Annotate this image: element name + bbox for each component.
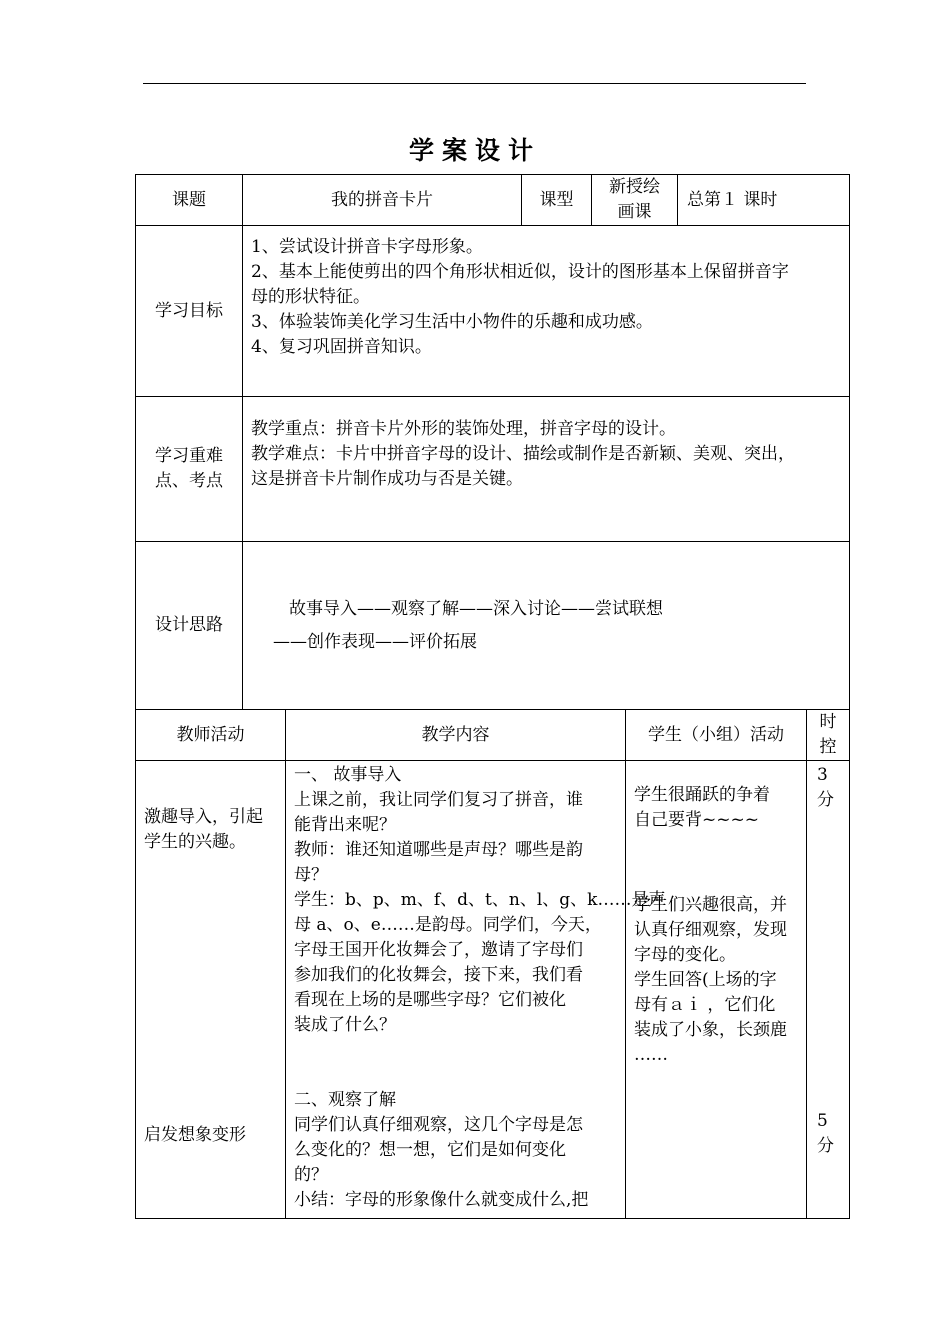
student-line: ……: [634, 1045, 668, 1065]
content-line: 装成了什么？: [294, 1015, 396, 1035]
time-header-line-1: 时: [819, 712, 837, 732]
content-cell: [286, 761, 666, 1219]
difficulty-line: 这是拼音卡片制作成功与否是关键。: [251, 469, 523, 489]
content-line: 教师：谁还知道哪些是声母？哪些是韵: [294, 840, 583, 860]
content-line: 学生：b、p、m、f、d、t、n、l、g、k……是声: [294, 890, 666, 910]
difficulty-line: 教学难点：卡片中拼音字母的设计、描绘或制作是否新颖、美观、突出，: [251, 444, 795, 464]
student-activity-header: 学生（小组）活动: [626, 710, 807, 761]
content-line: 的？: [294, 1165, 328, 1185]
student-line: 认真仔细观察，发现: [634, 920, 787, 940]
header-rule: [143, 83, 806, 84]
plan-info-table: [135, 174, 850, 710]
topic-value: 我的拼音卡片: [243, 175, 522, 226]
goal-line: 2、基本上能使剪出的四个角形状相近似，设计的图形基本上保留拼音字: [251, 262, 789, 282]
activity-header-row: [136, 710, 850, 761]
student-line: 装成了小象，长颈鹿: [634, 1020, 787, 1040]
student-line: 母有ａｉ ，它们化: [634, 995, 776, 1015]
time-1-unit: 分: [817, 790, 834, 810]
activity-body-row: [136, 761, 850, 1219]
content-line: 一、 故事导入: [294, 765, 402, 785]
design-content: [243, 542, 850, 710]
time-2-unit: 分: [817, 1136, 834, 1156]
time-1-value: 3: [817, 765, 828, 785]
teacher-activity-1-line-1: 激趣导入，引起: [144, 807, 263, 827]
difficulty-line: 教学重点：拼音卡片外形的装饰处理，拼音字母的设计。: [251, 419, 676, 439]
activity-table: [135, 709, 850, 1219]
teacher-activity-cell: [136, 761, 286, 1219]
student-line: 学生们兴趣很高，并: [634, 895, 787, 915]
goals-row: [136, 226, 850, 397]
goal-line: 4、复习巩固拼音知识。: [251, 337, 432, 357]
time-cell: [807, 761, 850, 1219]
difficulty-label-line-2: 点、考点: [155, 471, 223, 491]
type-label: 课型: [522, 175, 592, 226]
student-line: 自己要背~~~~: [634, 810, 759, 830]
content-header: 教学内容: [286, 710, 626, 761]
student-activity-cell: [626, 761, 807, 1219]
type-value-line-2: 画课: [617, 202, 652, 222]
teacher-activity-2: 启发想象变形: [144, 1125, 246, 1145]
content-line: 小结：字母的形象像什么就变成什么,把: [294, 1190, 589, 1210]
content-line: 上课之前，我让同学们复习了拼音，谁: [294, 790, 583, 810]
goal-line: 3、体验装饰美化学习生活中小物件的乐趣和成功感。: [251, 312, 653, 332]
doc-title: 学案设计: [408, 136, 541, 165]
period-value: 总第１ 课时: [678, 175, 850, 226]
topic-row: [136, 175, 850, 226]
content-line: 能背出来呢？: [294, 815, 396, 835]
content-line: 字母王国开化妆舞会了，邀请了字母们: [294, 940, 583, 960]
type-value-line-1: 新授绘: [609, 177, 660, 197]
type-value: [592, 175, 678, 226]
design-row: [136, 542, 850, 710]
student-line: 字母的变化。: [634, 945, 736, 965]
teacher-activity-1-line-2: 学生的兴趣。: [144, 832, 246, 852]
difficulty-row: [136, 397, 850, 542]
design-line-2: ——创作表现——评价拓展: [273, 631, 477, 652]
time-header-line-2: 控: [819, 737, 837, 757]
time-header: [807, 710, 850, 761]
teacher-activity-header: 教师活动: [136, 710, 286, 761]
goals-label: 学习目标: [136, 226, 243, 397]
goals-content: [243, 226, 850, 397]
content-line: 参加我们的化妆舞会，接下来，我们看: [294, 965, 583, 985]
difficulty-label-line-1: 学习重难: [155, 446, 223, 466]
student-line: 学生回答(上场的字: [634, 970, 777, 990]
time-2-value: 5: [817, 1111, 828, 1131]
student-line: 学生很踊跃的争着: [634, 785, 770, 805]
difficulty-label: [136, 397, 243, 542]
difficulty-content: [243, 397, 850, 542]
content-line: 母？: [294, 865, 328, 885]
content-line: 母 a、o、e……是韵母。同学们，今天，: [294, 915, 602, 935]
goal-line: 1、尝试设计拼音卡字母形象。: [251, 237, 483, 257]
content-line: 二、观察了解: [294, 1090, 396, 1110]
design-line-1: 故事导入——观察了解——深入讨论——尝试联想: [289, 598, 663, 619]
content-line: 么变化的？想一想，它们是如何变化: [294, 1140, 566, 1160]
content-line: 同学们认真仔细观察，这几个字母是怎: [294, 1115, 583, 1135]
content-line: 看现在上场的是哪些字母？它们被化: [294, 990, 566, 1010]
design-label: 设计思路: [136, 542, 243, 710]
goal-line: 母的形状特征。: [251, 287, 370, 307]
topic-label: 课题: [136, 175, 243, 226]
